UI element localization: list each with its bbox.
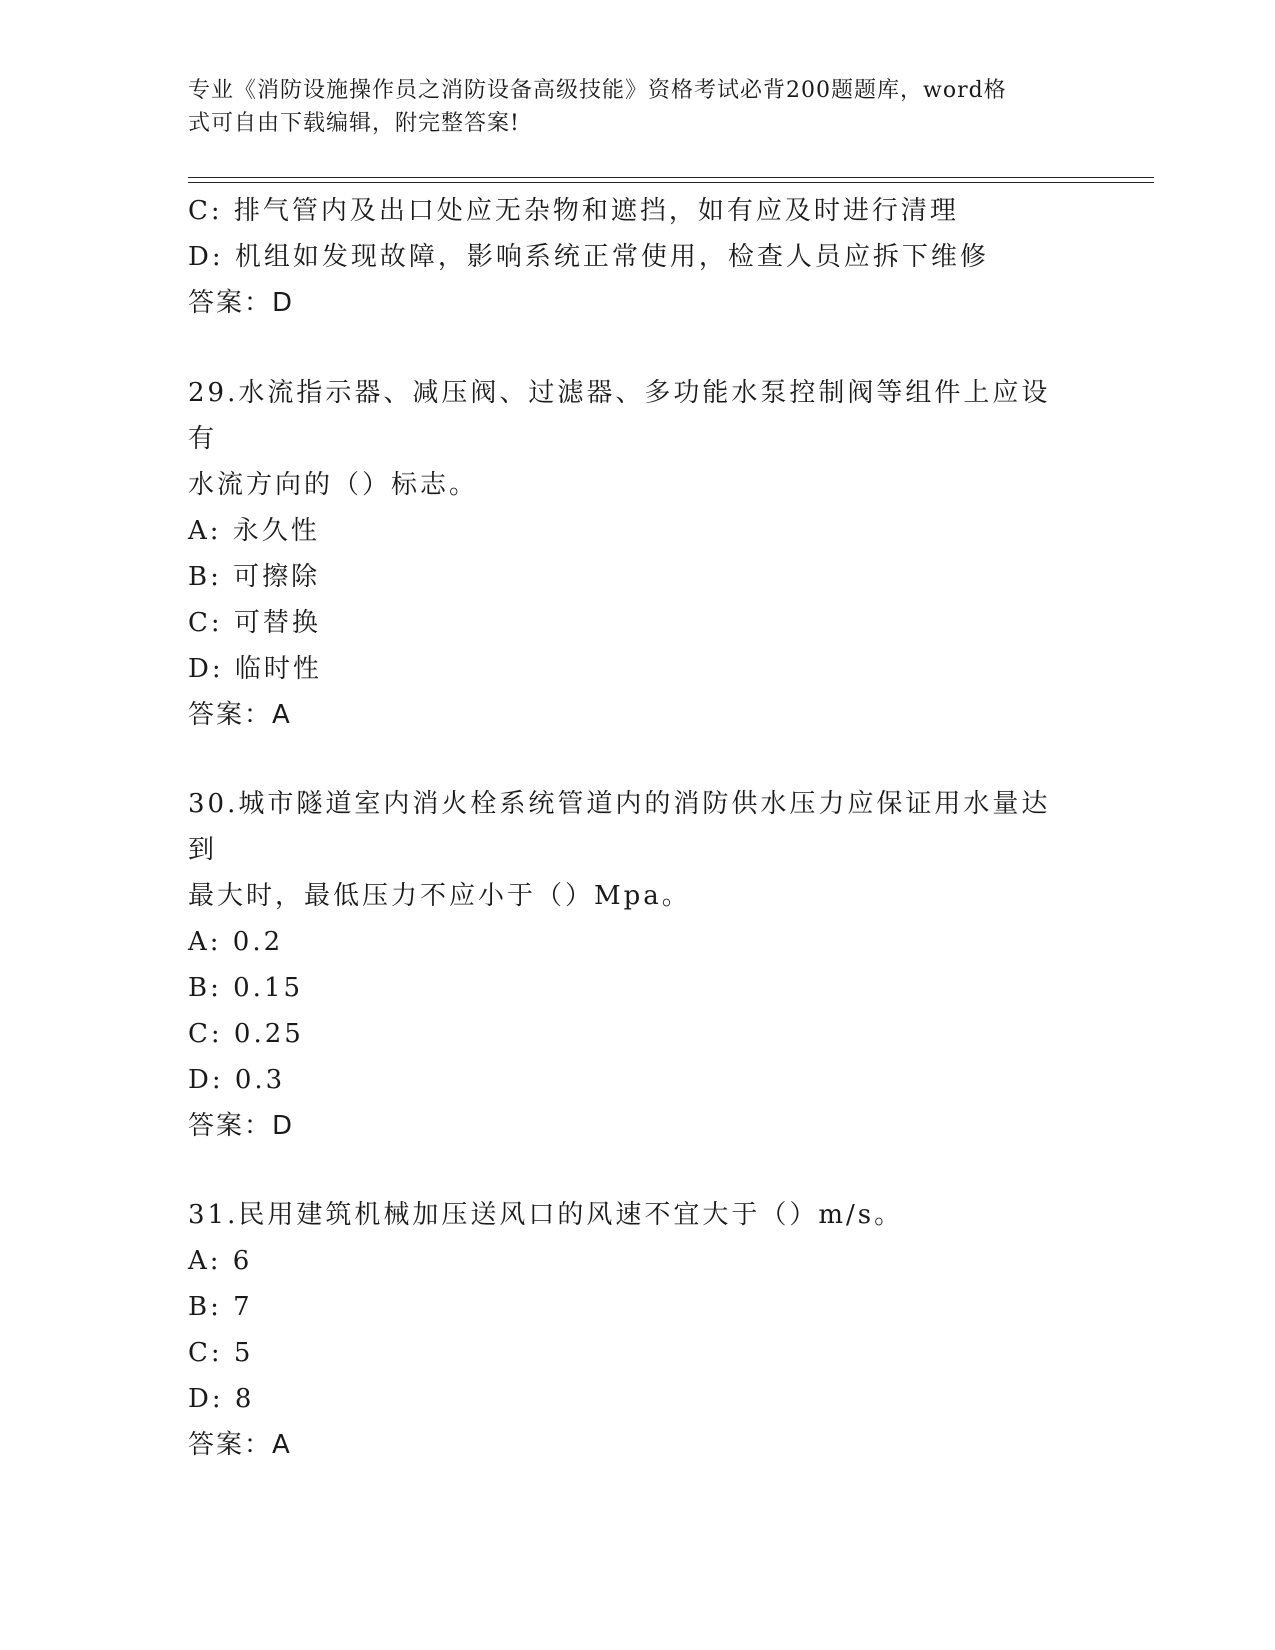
- header-title-line-1: 专业《消防设施操作员之消防设备高级技能》资格考试必背200题题库，word格: [188, 78, 1007, 103]
- option-a: A: 永久性: [188, 516, 320, 546]
- option-c: C: 0.25: [188, 1019, 304, 1049]
- question-list: [188, 188, 1078, 1468]
- option-a: A: 6: [188, 1246, 253, 1276]
- header-divider-top: [188, 177, 1154, 178]
- question-29: [188, 370, 1078, 738]
- header-divider-bottom: [188, 182, 1154, 183]
- option-d: D: 0.3: [188, 1065, 286, 1095]
- answer: 答案：A: [188, 700, 292, 730]
- answer: 答案：A: [188, 1430, 292, 1460]
- option-a: A: 0.2: [188, 927, 284, 957]
- question-text-line-1: 29.水流指示器、减压阀、过滤器、多功能水泵控制阀等组件上应设有: [188, 378, 1051, 454]
- header-title-line-2: 式可自由下载编辑，附完整答案!: [188, 111, 520, 136]
- document-header: [188, 74, 1068, 140]
- option-b: B: 可擦除: [188, 562, 321, 592]
- question-text-line-2: 水流方向的（）标志。: [188, 470, 479, 500]
- question-31: [188, 1192, 1078, 1468]
- question-text-line-1: 30.城市隧道室内消火栓系统管道内的消防供水压力应保证用水量达到: [188, 789, 1051, 865]
- option-c: C: 排气管内及出口处应无杂物和遮挡，如有应及时进行清理: [188, 196, 959, 226]
- answer: 答案：D: [188, 1111, 295, 1141]
- option-d: D: 机组如发现故障，影响系统正常使用，检查人员应拆下维修: [188, 242, 989, 272]
- question-text-line-1: 31.民用建筑机械加压送风口的风速不宜大于（）m/s。: [188, 1200, 904, 1230]
- option-c: C: 可替换: [188, 608, 321, 638]
- spacer: [188, 738, 1078, 781]
- spacer: [188, 1149, 1078, 1192]
- question-text-line-2: 最大时，最低压力不应小于（）Mpa。: [188, 881, 691, 911]
- question-28-continued: [188, 188, 1078, 326]
- question-30: [188, 781, 1078, 1149]
- option-b: B: 0.15: [188, 973, 304, 1003]
- option-b: B: 7: [188, 1292, 253, 1322]
- option-d: D: 8: [188, 1384, 255, 1414]
- option-c: C: 5: [188, 1338, 254, 1368]
- option-d: D: 临时性: [188, 654, 322, 684]
- spacer: [188, 326, 1078, 370]
- answer: 答案：D: [188, 288, 295, 318]
